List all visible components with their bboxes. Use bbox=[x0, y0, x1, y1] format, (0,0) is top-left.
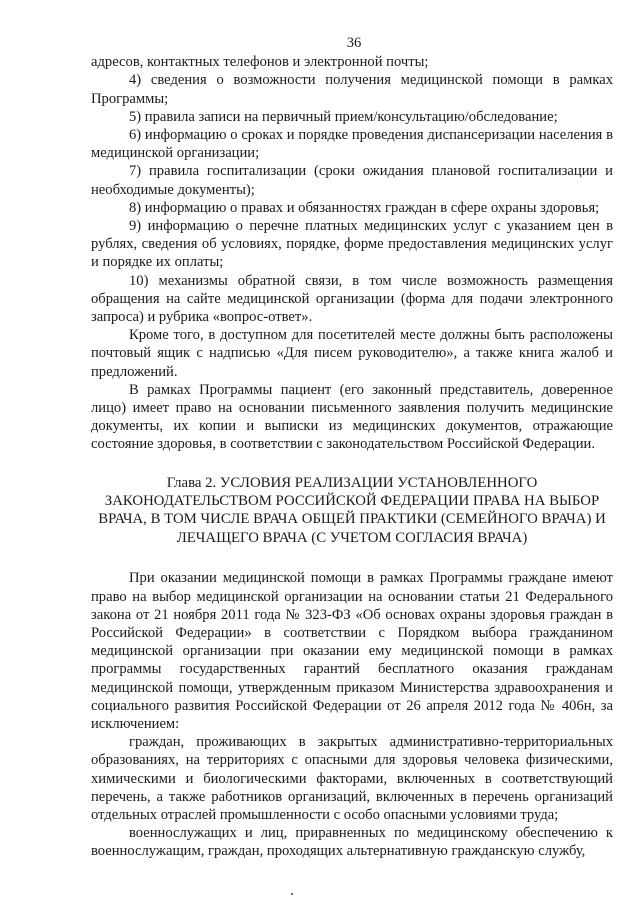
section-bottom bbox=[91, 569, 613, 860]
page-number: 36 bbox=[346, 35, 362, 51]
paragraph: 4) сведения о возможности получения медицинской помощи в рамках Программы; bbox=[91, 72, 613, 107]
paragraph: Кроме того, в доступном для посетителей месте должны быть расположены почтовый ящик с надписью «Для писем руководителю», а также книга жалоб и предложений. bbox=[91, 327, 613, 380]
paragraph: В рамках Программы пациент (его законный представитель, доверенное лицо) имеет право на основании письменного заявления получить медицинские документы, их копии и выписки из медицинских документов, отражающие состояние здоровья, в соответствии с законодательством Российской Федерации. bbox=[91, 381, 613, 453]
scan-mark bbox=[291, 893, 293, 895]
chapter-title: Глава 2. УСЛОВИЯ РЕАЛИЗАЦИИ УСТАНОВЛЕННОГО ЗАКОНОДАТЕЛЬСТВОМ РОССИЙСКОЙ ФЕДЕРАЦИИ ПРАВА НА ВЫБОР ВРАЧА, В ТОМ ЧИСЛЕ ВРАЧА ОБЩЕЙ ПРАКТИКИ (СЕМЕЙНОГО ВРАЧА) И ЛЕЧАЩЕГО ВРАЧА (С УЧЕТОМ СОГЛАСИЯ ВРАЧА) bbox=[98, 474, 606, 546]
paragraph: 5) правила записи на первичный прием/консультацию/обследование; bbox=[129, 108, 558, 125]
paragraph: 8) информацию о правах и обязанностях граждан в сфере охраны здоровья; bbox=[129, 199, 600, 216]
document-page bbox=[91, 34, 613, 861]
paragraph: При оказании медицинской помощи в рамках Программы граждане имеют право на выбор медицинской организации на основании статьи 21 Федерального закона от 21 ноября 2011 года № 323-ФЗ «Об основах охраны здоровья граждан в Российской Федерации» в соответствии с Порядком выбора гражданином медицинской организации при оказании ему медицинской помощи в рамках программы государственных гарантий бесплатного оказания гражданам медицинской помощи, утвержденным приказом Министерства здравоохранения и социального развития Российской Федерации от 26 апреля 2012 года № 406н, за исключением: bbox=[91, 570, 613, 732]
paragraph: военнослужащих и лиц, приравненных по медицинскому обеспечению к военнослужащим, граждан, проходящих альтернативную гражданскую службу, bbox=[91, 825, 613, 860]
paragraph: 9) информацию о перечне платных медицинских услуг с указанием цен в рублях, сведения об условиях, порядке, форме предоставления медицинских услуг и порядке их оплаты; bbox=[91, 218, 613, 271]
section-top bbox=[91, 53, 613, 453]
paragraph: адресов, контактных телефонов и электронной почты; bbox=[91, 54, 429, 71]
paragraph: граждан, проживающих в закрытых административно-территориальных образованиях, на территориях с опасными для здоровья человека физическими, химическими и биологическими факторами, включенных в соответствующий перечень, а также работников организаций, включенных в перечень организаций отдельных отраслей промышленности с особо опасными условиями труда; bbox=[91, 734, 613, 823]
paragraph: 6) информацию о сроках и порядке проведения диспансеризации населения в медицинской организации; bbox=[91, 127, 613, 162]
paragraph: 7) правила госпитализации (сроки ожидания плановой госпитализации и необходимые документы); bbox=[91, 163, 613, 198]
paragraph: 10) механизмы обратной связи, в том числе возможность размещения обращения на сайте медицинской организации (форма для подачи электронного запроса) и рубрика «вопрос-ответ». bbox=[91, 272, 613, 326]
